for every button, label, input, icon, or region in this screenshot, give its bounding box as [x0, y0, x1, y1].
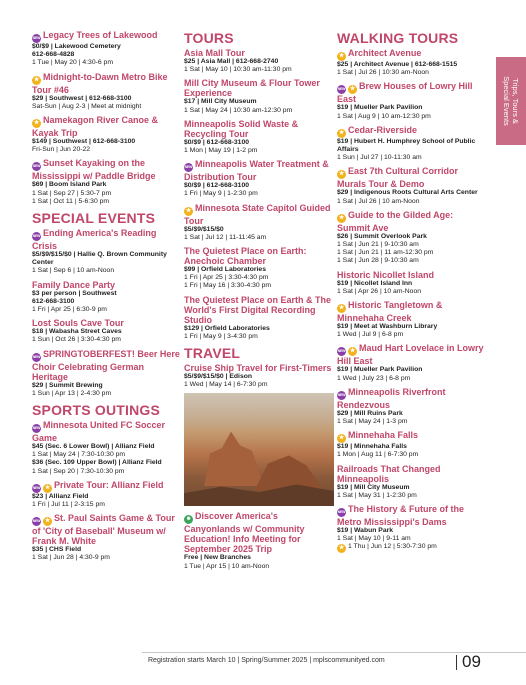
class-listing[interactable] — [32, 513, 182, 562]
class-schedule — [337, 288, 487, 296]
price-location-text: $0/$9 | Lakewood Cemetery — [32, 43, 121, 50]
class-schedule — [337, 375, 487, 383]
schedule-text: 1 Sat | Aug 9 | 10 am-12:30 pm — [337, 112, 431, 120]
class-title-text: Sunset Kayaking on the Mississippi w/ Paddle Bridge — [32, 158, 156, 182]
class-schedule — [337, 154, 487, 162]
schedule-text: 1 Sat | Jun 28 | 9-10:30 am — [337, 257, 419, 265]
schedule-text: Sat-Sun | Aug 2-3 | Meet at midnight — [32, 102, 142, 110]
class-listing[interactable] — [337, 166, 487, 205]
class-title[interactable] — [184, 78, 334, 98]
class-title-text: Midnight-to-Dawn Metro Bike Tour #46 — [32, 71, 168, 95]
class-title-text: Mill City Museum & Flour Tower Experience — [184, 78, 320, 99]
schedule-text: 1 Sat | May 31 | 1-2:30 pm — [337, 491, 417, 499]
class-schedule — [337, 241, 487, 249]
price-location-text: $0/$9 | 612-668-3100 — [184, 138, 250, 146]
class-listing[interactable] — [337, 343, 487, 382]
class-title[interactable] — [184, 511, 334, 554]
price-location-text: $5/$9/$15/$0 — [184, 225, 224, 233]
star-badge-icon: ★ — [338, 545, 345, 552]
price-location-text: $5/$9/$15/$0 | Hallie Q. Brown Community Center — [32, 251, 167, 267]
class-schedule — [184, 234, 334, 242]
class-title[interactable] — [32, 420, 182, 443]
class-schedule — [337, 257, 487, 265]
class-title-text: Railroads That Changed Minneapolis — [337, 463, 441, 484]
class-listing[interactable] — [32, 480, 182, 509]
schedule-text: 1 Sat | May 10 | 9-11 am — [337, 535, 411, 543]
class-price-location — [337, 366, 487, 374]
star-badge-icon: ★ — [44, 518, 51, 525]
class-listing[interactable] — [32, 115, 182, 154]
class-title[interactable] — [184, 246, 334, 266]
class-title-text: Historic Tangletown & Minnehaha Creek — [337, 300, 443, 324]
class-title-text: Ending America's Reading Crisis — [32, 228, 157, 252]
price-location-text: $25 | Architect Avenue | 612-668-1515 — [337, 61, 458, 68]
class-price-location — [32, 328, 182, 336]
class-title-text: Minneapolis Water Treatment & Distribution Tour — [184, 159, 329, 183]
class-title[interactable] — [337, 387, 487, 410]
price-location-text: $19 | Mueller Park Pavilion — [337, 104, 423, 112]
class-schedule — [337, 492, 487, 500]
price-location-text: $19 | Meet at Washburn Library — [337, 323, 438, 331]
class-price-location — [32, 290, 182, 298]
class-listing[interactable] — [337, 81, 487, 120]
schedule-text: 1 Mon | Aug 11 | 6-7:30 pm — [337, 451, 419, 459]
price-location-text: $69 | Boom Island Park — [32, 181, 107, 189]
tab-line-2: Special Events — [502, 76, 511, 126]
schedule-text: 1 Fri | May 16 | 3:30-4:30 pm — [184, 282, 272, 290]
class-price-location — [337, 443, 487, 451]
price-location-text: $19 | Mill City Museum — [337, 483, 410, 491]
section-tab — [496, 57, 526, 145]
schedule-text: 1 Thu | Jun 12 | 5:30-7:30 pm — [348, 543, 437, 551]
schedule-text: 1 Tue | Apr 15 | 10 am-Noon — [184, 562, 270, 570]
class-listing[interactable] — [337, 48, 487, 77]
class-title[interactable] — [32, 72, 182, 95]
class-listing[interactable] — [337, 464, 487, 500]
class-title[interactable] — [184, 295, 334, 325]
new-badge-icon: NEW — [32, 424, 41, 433]
class-title[interactable] — [337, 504, 487, 527]
class-schedule — [32, 306, 182, 314]
class-schedule — [184, 563, 334, 571]
schedule-text: 1 Sat | Oct 11 | 5-6:30 pm — [32, 197, 110, 205]
class-listing[interactable] — [32, 228, 182, 276]
class-title-text: Namekagon River Canoe & Kayak Trip — [32, 115, 159, 139]
class-title-text: Brew Houses of Lowry Hill East — [337, 81, 473, 105]
class-title-text: Cruise Ship Travel for First-Timers — [184, 363, 332, 374]
class-title[interactable] — [337, 430, 487, 443]
new-badge-icon: NEW — [337, 391, 346, 400]
section-heading: WALKING TOURS — [337, 30, 459, 46]
class-price-location — [32, 443, 182, 451]
class-schedule — [184, 107, 334, 115]
class-price-location — [337, 410, 487, 418]
class-schedule — [32, 267, 182, 275]
class-price-location — [337, 233, 487, 241]
class-schedule — [32, 451, 182, 459]
star-badge-icon: ★ — [349, 86, 356, 93]
schedule-text: 1 Fri | Apr 25 | 3:30-4:30 pm — [184, 274, 269, 282]
class-title-text: Minnehaha Falls — [348, 430, 419, 441]
class-price-location — [184, 139, 334, 147]
class-title[interactable] — [337, 343, 487, 366]
class-price-location — [32, 138, 182, 146]
price-location-text: $17 | Mill City Museum — [184, 98, 257, 106]
class-schedule — [184, 66, 334, 74]
schedule-text: 1 Sat | Jun 21 | 11 am-12:30 pm — [337, 249, 434, 257]
class-title-text: Historic Nicollet Island — [337, 269, 435, 280]
class-price-location — [184, 98, 334, 106]
price-location-text: $0/$9 | 612-668-3100 — [184, 182, 250, 190]
footer-text: Registration starts March 10 | Spring/Summer 2025 | mplscommunityed.com — [148, 657, 385, 664]
class-price-location — [32, 181, 182, 189]
class-price-location — [337, 484, 487, 492]
schedule-text: 1 Wed | July 23 | 6-8 pm — [337, 374, 411, 382]
class-price-location — [184, 182, 334, 190]
class-schedule — [184, 274, 334, 282]
class-title-text: Private Tour: Allianz Field — [54, 479, 164, 490]
class-price-location — [337, 527, 487, 535]
class-title[interactable] — [337, 81, 487, 104]
price-location-text: $36 (Sec. 109 Upper Bowl) | Allianz Field — [32, 459, 162, 467]
class-price-location — [337, 189, 487, 197]
new-badge-icon: NEW — [337, 508, 346, 517]
class-title[interactable] — [337, 210, 487, 233]
class-title[interactable] — [184, 119, 334, 139]
class-schedule — [337, 331, 487, 339]
footer-separator — [456, 655, 457, 670]
class-title-text: East 7th Cultural Corridor Murals Tour & Demo — [337, 166, 459, 190]
class-price-location — [32, 95, 182, 103]
column-left — [32, 30, 182, 567]
class-schedule — [337, 113, 487, 121]
class-title[interactable] — [337, 464, 487, 484]
class-title-text: Minnesota State Capitol Guided Tour — [184, 202, 331, 226]
class-price-location — [184, 226, 334, 234]
class-price-location — [184, 554, 334, 562]
price-location-text: Free | New Branches — [184, 554, 251, 562]
price-location-text: $26 | Summit Overlook Park — [337, 232, 427, 240]
class-price-location — [184, 325, 334, 333]
class-schedule — [32, 59, 182, 67]
class-schedule — [337, 451, 487, 459]
class-title[interactable] — [184, 48, 334, 58]
class-price-location — [337, 61, 487, 69]
new-badge-icon: NEW — [32, 484, 41, 493]
price-location-text: $19 | Minnehaha Falls — [337, 443, 407, 451]
class-title[interactable] — [337, 270, 487, 280]
tab-line-1: Trips, Tours & — [511, 78, 520, 124]
class-price-location — [32, 546, 182, 554]
class-schedule — [184, 147, 334, 155]
star-badge-icon: ★ — [338, 129, 345, 136]
class-price-location — [184, 58, 334, 66]
star-badge-icon: ★ — [338, 171, 345, 178]
schedule-text: 1 Sat | Sep 6 | 10 am-Noon — [32, 267, 115, 275]
new-badge-icon: NEW — [337, 347, 346, 356]
price-location-text: $99 | Orfield Laboratories — [184, 266, 266, 274]
schedule-text: 1 Sat | May 24 | 7:30-10:30 pm — [32, 451, 126, 459]
class-schedule — [337, 543, 487, 553]
class-price-location — [337, 323, 487, 331]
schedule-text: 1 Sat | Jul 26 | 10 am-Noon — [337, 197, 420, 205]
class-listing[interactable] — [184, 363, 334, 389]
class-title-text: St. Paul Saints Game & Tour of 'City of Baseball' Museum w/ Frank M. White — [32, 513, 175, 547]
class-listing[interactable] — [184, 48, 334, 74]
class-schedule — [337, 69, 487, 77]
new-badge-icon: NEW — [32, 353, 41, 362]
class-title[interactable] — [32, 513, 182, 546]
star-badge-icon: ★ — [33, 76, 40, 83]
class-schedule — [184, 282, 334, 290]
class-listing[interactable] — [184, 295, 334, 341]
class-title[interactable] — [32, 30, 182, 43]
new-badge-icon: NEW — [32, 34, 41, 43]
class-price-location — [337, 280, 487, 288]
class-price-location — [32, 298, 182, 306]
price-location-text: $19 | Nicollet Island Inn — [337, 279, 413, 287]
class-title[interactable] — [32, 280, 182, 290]
class-title-text: Minneapolis Riverfront Rendezvous — [337, 386, 446, 410]
page-number: 09 — [462, 652, 481, 671]
schedule-text: 1 Fri | Jul 11 | 2-3:15 pm — [32, 501, 105, 509]
class-title-text: Family Dance Party — [32, 279, 116, 290]
section-heading: SPORTS OUTINGS — [32, 402, 161, 419]
schedule-text: 1 Sun | Jul 27 | 10-11:30 am — [337, 154, 422, 162]
class-listing[interactable] — [32, 30, 182, 68]
price-location-text: 612-668-4828 — [32, 51, 75, 59]
schedule-text: Fri-Sun | Jun 20-22 — [32, 146, 91, 154]
class-schedule — [32, 554, 182, 562]
class-schedule — [337, 535, 487, 543]
class-listing[interactable] — [337, 210, 487, 266]
schedule-text: 1 Sat | Jul 12 | 11-11:45 am — [184, 233, 267, 241]
new-badge-icon: NEW — [32, 517, 41, 526]
class-title-text: Asia Mall Tour — [184, 48, 245, 58]
star-badge-icon: ★ — [33, 120, 40, 127]
new-badge-icon: NEW — [184, 163, 193, 172]
star-badge-icon: ★ — [338, 435, 345, 442]
star-badge-icon: ★ — [349, 348, 356, 355]
price-location-text: $25 | Asia Mall | 612-668-2740 — [184, 58, 279, 65]
schedule-text: 1 Fri | Apr 25 | 6:30-9 pm — [32, 306, 107, 314]
class-title-text: The Quietest Place on Earth: Anechoic Chamber — [184, 246, 307, 267]
schedule-text: 1 Sat | Apr 26 | 10 am-Noon — [337, 287, 422, 295]
class-price-location — [337, 138, 487, 154]
class-title[interactable] — [32, 115, 182, 138]
page-footer — [0, 652, 526, 672]
class-schedule — [32, 198, 182, 206]
class-schedule — [32, 336, 182, 344]
price-location-text: $3 per person | Southwest — [32, 289, 117, 297]
price-location-text: $29 | Summit Brewing — [32, 381, 103, 389]
price-location-text: 612-668-3100 — [32, 297, 75, 305]
schedule-text: 1 Sat | May 24 | 1-3 pm — [337, 418, 408, 426]
section-heading: TRAVEL — [184, 345, 241, 362]
class-listing[interactable] — [337, 504, 487, 553]
schedule-text: 1 Sat | Jun 21 | 9-10:30 am — [337, 241, 419, 249]
class-title[interactable] — [184, 203, 334, 226]
class-schedule — [337, 418, 487, 426]
class-title-text: Minnesota United FC Soccer Game — [32, 420, 166, 444]
class-listing[interactable] — [337, 125, 487, 163]
class-listing[interactable] — [184, 159, 334, 198]
class-title[interactable] — [32, 480, 182, 493]
class-title[interactable] — [337, 125, 487, 138]
class-title[interactable] — [337, 48, 487, 61]
class-title-text: Architect Avenue — [348, 48, 422, 58]
class-title-text: Maud Hart Lovelace in Lowry Hill East — [337, 343, 484, 367]
class-price-location — [184, 373, 334, 381]
class-title-text: Legacy Trees of Lakewood — [43, 30, 158, 40]
class-listing[interactable] — [32, 72, 182, 111]
column-middle — [184, 30, 334, 575]
class-title-text: The Quietest Place on Earth & The World's First Digital Recording Studio — [184, 294, 332, 325]
price-location-text: $23 | Allianz Field — [32, 492, 89, 500]
class-title-text: Discover America's Canyonlands w/ Community Education! Info Meeting for September 2025 Trip — [184, 511, 305, 555]
class-listing[interactable] — [184, 511, 334, 570]
new-badge-icon: NEW — [337, 85, 346, 94]
price-location-text: $18 | Wabasha Street Caves — [32, 328, 122, 336]
class-schedule — [32, 501, 182, 509]
class-listing[interactable] — [184, 119, 334, 155]
class-listing[interactable] — [32, 158, 182, 206]
globe-badge-icon: ☻ — [185, 516, 192, 523]
star-badge-icon: ★ — [338, 53, 345, 59]
schedule-text: 1 Fri | May 9 | 1-2:30 pm — [184, 190, 258, 198]
schedule-text: 1 Sat | May 10 | 10:30 am-11:30 pm — [184, 66, 292, 74]
star-badge-icon: ★ — [338, 214, 345, 221]
class-price-location — [32, 251, 182, 267]
class-price-location — [32, 493, 182, 501]
schedule-text: 1 Wed | Jul 9 | 6-8 pm — [337, 331, 404, 339]
class-title-text: Minneapolis Solid Waste & Recycling Tour — [184, 118, 299, 139]
price-location-text: $29 | Southwest | 612-668-3100 — [32, 94, 132, 102]
class-title-text: Guide to the Gilded Age: Summit Ave — [337, 209, 454, 233]
star-badge-icon: ★ — [185, 207, 192, 214]
schedule-text: 1 Sat | Jun 28 | 4:30-9 pm — [32, 554, 110, 562]
class-title[interactable] — [184, 363, 334, 373]
class-schedule — [32, 468, 182, 476]
class-price-location — [32, 459, 182, 467]
schedule-text: 1 Sun | Apr 13 | 2-4:30 pm — [32, 389, 112, 397]
class-listing[interactable] — [337, 270, 487, 296]
column-right — [337, 30, 487, 557]
class-schedule — [184, 381, 334, 389]
canyon-photo — [184, 393, 334, 506]
class-schedule — [32, 146, 182, 154]
class-title[interactable] — [32, 318, 182, 328]
class-schedule — [337, 198, 487, 206]
price-location-text: $29 | Mill Ruins Park — [337, 409, 403, 417]
price-location-text: $35 | CHS Field — [32, 546, 82, 554]
price-location-text: $29 | Indigenous Roots Cultural Arts Center — [337, 189, 478, 197]
class-price-location — [184, 266, 334, 274]
schedule-text: 1 Sat | Jul 26 | 10:30 am-Noon — [337, 69, 429, 77]
class-schedule — [337, 249, 487, 257]
schedule-text: 1 Sat | Sep 27 | 5:30-7 pm — [32, 189, 112, 197]
class-title[interactable] — [32, 158, 182, 181]
section-heading: SPECIAL EVENTS — [32, 210, 156, 227]
price-location-text: $19 | Hubert H. Humphrey School of Public Affairs — [337, 137, 476, 154]
class-listing[interactable] — [32, 349, 182, 398]
class-listing[interactable] — [337, 430, 487, 459]
price-location-text: $19 | Wabun Park — [337, 527, 394, 535]
class-listing[interactable] — [32, 318, 182, 344]
class-listing[interactable] — [32, 280, 182, 315]
schedule-text: 1 Sat | May 24 | 10:30 am-12:30 pm — [184, 106, 293, 114]
class-price-location — [32, 382, 182, 390]
class-schedule — [184, 333, 334, 341]
class-title-text: Cedar-Riverside — [348, 124, 418, 135]
class-schedule — [32, 390, 182, 398]
class-listing[interactable] — [337, 300, 487, 339]
class-title-text: The History & Future of the Metro Mississippi's Dams — [337, 504, 465, 528]
class-schedule — [184, 190, 334, 198]
price-location-text: $19 | Mueller Park Pavilion — [337, 366, 423, 374]
class-listing[interactable] — [184, 78, 334, 114]
class-listing[interactable] — [184, 203, 334, 242]
class-title[interactable] — [337, 300, 487, 323]
price-location-text: $149 | Southwest | 612-668-3100 — [32, 138, 136, 146]
class-price-location — [32, 43, 182, 51]
price-location-text: $45 (Sec. 6 Lower Bowl) | Allianz Field — [32, 443, 155, 451]
schedule-text: 1 Wed | May 14 | 6-7:30 pm — [184, 381, 268, 389]
new-badge-icon: NEW — [32, 232, 41, 241]
class-title[interactable] — [32, 349, 182, 382]
schedule-text: 1 Sat | Sep 20 | 7:30-10:30 pm — [32, 467, 125, 475]
class-title-text: SPRINGTOBERFEST! Beer Here Choir Celebrating German Heritage — [32, 348, 180, 382]
price-location-text: $129 | Orfield Laboratories — [184, 324, 270, 332]
schedule-text: 1 Tue | May 20 | 4:30-6 pm — [32, 59, 113, 67]
class-title[interactable] — [184, 159, 334, 182]
star-badge-icon: ★ — [44, 484, 51, 491]
schedule-text: 1 Mon | May 19 | 1-2 pm — [184, 147, 258, 155]
class-title-text: Lost Souls Cave Tour — [32, 318, 124, 329]
class-schedule — [32, 103, 182, 111]
star-badge-icon: ★ — [338, 305, 345, 312]
section-heading: TOURS — [184, 30, 234, 46]
class-listing[interactable] — [337, 387, 487, 426]
class-price-location — [32, 51, 182, 59]
class-title[interactable] — [32, 228, 182, 251]
class-title[interactable] — [337, 166, 487, 189]
class-price-location — [337, 104, 487, 112]
class-listing[interactable] — [184, 246, 334, 291]
class-schedule — [32, 190, 182, 198]
price-location-text: $5/$9/$15/$0 | Edison — [184, 373, 253, 381]
new-badge-icon: NEW — [32, 162, 41, 171]
schedule-text: 1 Fri | May 9 | 3-4:30 pm — [184, 332, 258, 340]
schedule-text: 1 Sun | Oct 26 | 3:30-4:30 pm — [32, 336, 121, 344]
class-listing[interactable] — [32, 420, 182, 476]
